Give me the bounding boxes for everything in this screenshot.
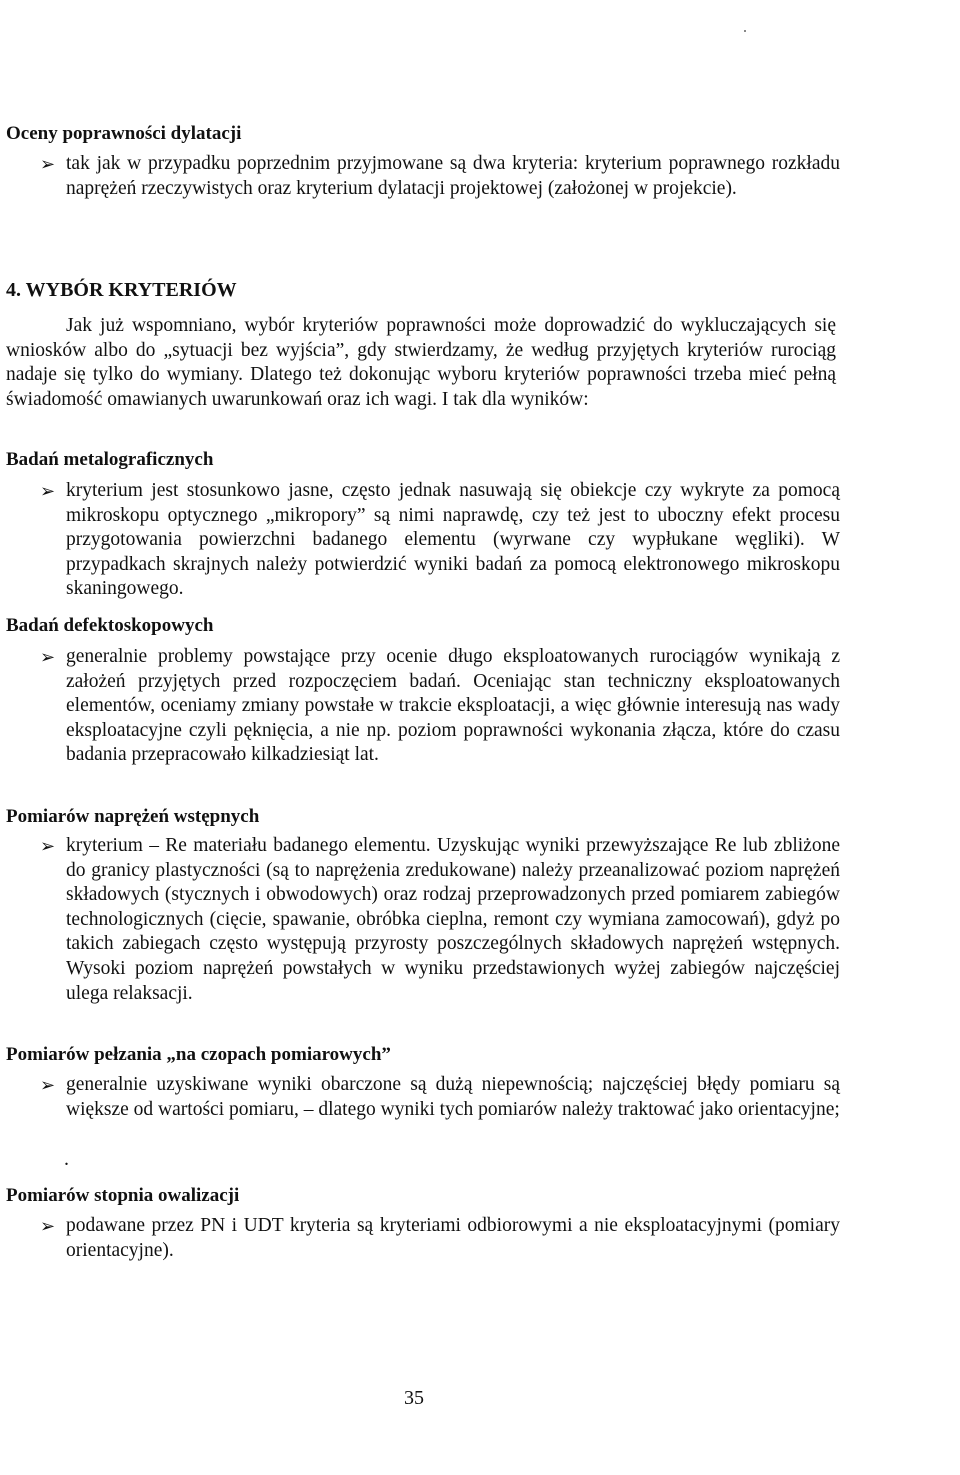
scan-speck bbox=[744, 30, 746, 32]
bullet-item-creep bbox=[40, 1073, 840, 1122]
arrow-bullet-icon: ➢ bbox=[40, 154, 56, 175]
page-number: 35 bbox=[404, 1387, 424, 1409]
bullet-item-ovality bbox=[40, 1214, 840, 1263]
section-heading-prestress: Pomiarów naprężeń wstępnych bbox=[6, 806, 260, 827]
bullet-text: kryterium – Re materiału badanego elementu. Uzyskując wyniki przewyższające Re lub zbliżone do granicy plastyczności (są to naprężenia zredukowane) należy przeanalizować poziom naprężeń składowych (stycznych i obwodowych) oraz rodzaj przeprowadzonych przed pomiarem zabiegów technologicznych (cięcie, spawanie, obróbka cieplna, remont czy wymiana zamocowań), gdyż po takich zabiegach często występują przyrosty poszczególnych składowych naprężeń wstępnych. Wysoki poziom naprężeń powstałych w wyniku przedstawionych wyżej zabiegów najczęściej ulega relaksacji. bbox=[66, 835, 840, 1004]
bullet-item-metallographic bbox=[40, 479, 840, 602]
bullet-text: generalnie problemy powstające przy ocenie długo eksploatowanych rurociągów wynikają z założeń przyjętych przed rozpoczęciem badań. Oceniając stan techniczny eksploatowanych elementów, oceniamy zmiany powstałe w trakcie eksploatacji, a więc głównie interesują nas wady eksploatacyjne czyli pęknięcia, a nie np. poziom poprawności wykonania złącza, które do czasu badania przepracowało kilkadziesiąt lat. bbox=[66, 646, 840, 766]
bullet-text: kryterium jest stosunkowo jasne, często jednak nasuwają się obiekcje czy wykryte za pomocą mikroskopu optycznego „mikropory” są nimi naprawdę, czy też jest to uboczny efekt procesu przygotowania powierzchni badanego elementu (wyrwane czy wypłukane węgliki). W przypadkach skrajnych należy potwierdzić wyniki badań za pomocą elektronowego mikroskopu skaningowego. bbox=[66, 480, 840, 600]
bullet-text: podawane przez PN i UDT kryteria są kryteriami odbiorowymi a nie eksploatacyjnymi (pomiary orientacyjne). bbox=[66, 1215, 840, 1261]
arrow-bullet-icon: ➢ bbox=[40, 1075, 56, 1096]
bullet-item-defectoscopy bbox=[40, 645, 840, 768]
bullet-item-dilatation bbox=[40, 152, 840, 201]
chapter-heading: 4. WYBÓR KRYTERIÓW bbox=[6, 279, 237, 301]
chapter-intro-paragraph: Jak już wspomniano, wybór kryteriów poprawności może doprowadzić do wykluczających się wniosków albo do „sytuacji bez wyjścia”, gdy stwierdzamy, że według przyjętych kryteriów rurociąg nadaje się tylko do wymiany. Dlatego też dokonując wyboru kryteriów poprawności trzeba mieć pełną świadomość omawianych uwarunkowań oraz ich wagi. I tak dla wyników: bbox=[6, 315, 836, 410]
arrow-bullet-icon: ➢ bbox=[40, 836, 56, 857]
stray-dot-mark: . bbox=[64, 1148, 69, 1170]
bullet-item-prestress bbox=[40, 834, 840, 1006]
bullet-text: tak jak w przypadku poprzednim przyjmowane są dwa kryteria: kryterium poprawnego rozkładu naprężeń rzeczywistych oraz kryterium dylatacji projektowej (założonej w projekcie). bbox=[66, 153, 840, 199]
section-heading-ovality: Pomiarów stopnia owalizacji bbox=[6, 1185, 240, 1206]
section-heading-metallographic: Badań metalograficznych bbox=[6, 449, 214, 470]
section-heading-dilatation: Oceny poprawności dylatacji bbox=[6, 123, 242, 144]
section-heading-creep: Pomiarów pełzania „na czopach pomiarowych” bbox=[6, 1044, 391, 1065]
arrow-bullet-icon: ➢ bbox=[40, 647, 56, 668]
arrow-bullet-icon: ➢ bbox=[40, 481, 56, 502]
bullet-text: generalnie uzyskiwane wyniki obarczone są dużą niepewnością; najczęściej błędy pomiaru są większe od wartości pomiaru, – dlatego wyniki tych pomiarów należy traktować jako orientacyjne; bbox=[66, 1074, 840, 1120]
arrow-bullet-icon: ➢ bbox=[40, 1216, 56, 1237]
section-heading-defectoscopy: Badań defektoskopowych bbox=[6, 615, 214, 636]
